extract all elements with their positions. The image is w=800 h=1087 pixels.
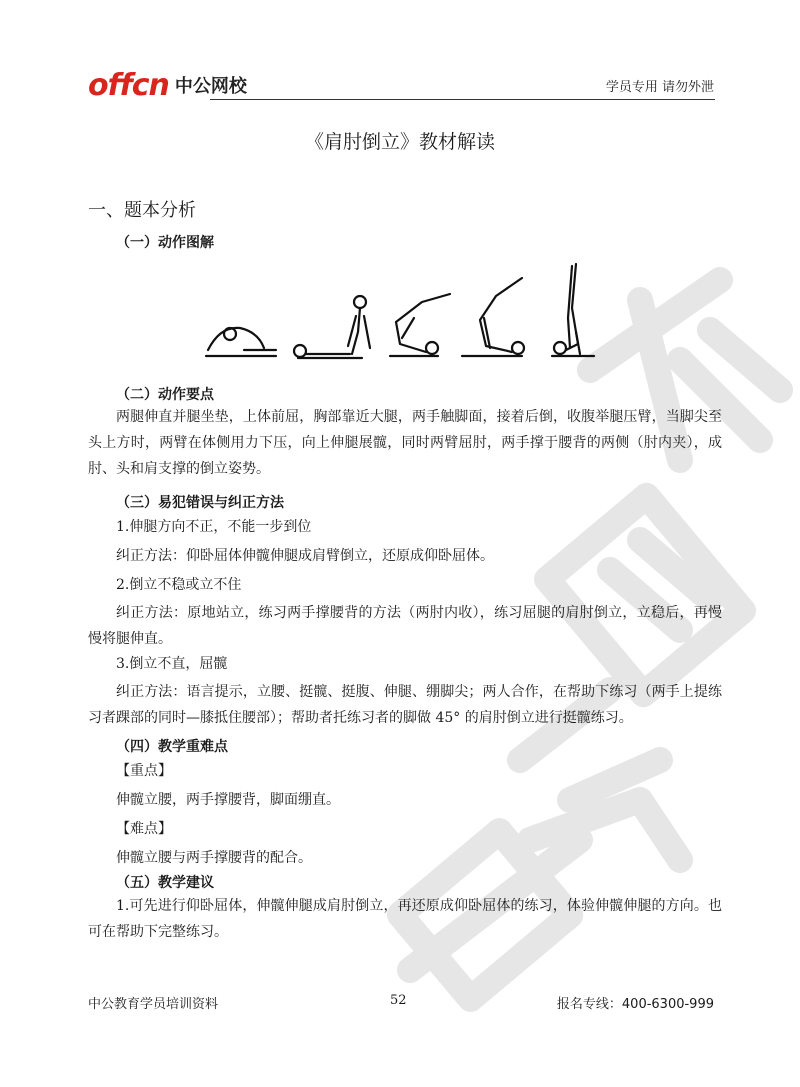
error-1: 1.伸腿方向不正，不能一步到位 <box>116 519 312 535</box>
page-title: 《肩肘倒立》教材解读 <box>304 131 495 153</box>
pose-legs-up-icon <box>462 278 524 356</box>
subheading-suggestions: （五）教学建议 <box>116 875 214 891</box>
fix-2: 纠正方法：原地站立，练习两手撑腰背的方法（两肘内收），练习屈腿的肩肘倒立，立稳后，再慢慢将腿伸直。 <box>88 605 722 647</box>
error-2: 2.倒立不稳或立不住 <box>116 577 242 593</box>
logo-cn-text: 中公网校 <box>174 76 247 97</box>
key-points-text: 两腿伸直并腿坐垫，上体前屈，胸部靠近大腿，两手触脚面，接着后倒，收腹举腿压臂，当脚尖至头上方时，两臂在体侧用力下压，向上伸腿展髋，同时两臂屈肘，两手撑于腰背的两侧（肘内夹），成肘、头和肩支撑的倒立姿势。 <box>88 409 722 477</box>
suggestion-1: 1.可先进行仰卧屈体，伸髋伸腿成肩肘倒立，再还原成仰卧屈体的练习，体验伸髋伸腿的方向。也可在帮助下完整练习。 <box>88 898 722 940</box>
header-notice: 学员专用 请勿外泄 <box>605 80 714 95</box>
footer-left: 中公教育学员培训资料 <box>88 997 219 1012</box>
logo-offcn-text: offcn <box>88 67 169 103</box>
subheading-diagram: （一）动作图解 <box>116 235 214 251</box>
action-diagram <box>200 258 600 366</box>
key-label: 【重点】 <box>116 763 172 779</box>
error-3: 3.倒立不直，屈髋 <box>116 656 228 672</box>
key-text: 伸髋立腰，两手撑腰背，脚面绷直。 <box>116 792 340 808</box>
subheading-errors: （三）易犯错误与纠正方法 <box>116 495 284 511</box>
difficulty-text: 伸髋立腰与两手撑腰背的配合。 <box>116 850 312 866</box>
pose-lying-icon <box>294 296 370 358</box>
pose-shoulder-stand-icon <box>552 264 594 356</box>
difficulty-label: 【难点】 <box>116 821 172 837</box>
subheading-focus: （四）教学重难点 <box>116 739 228 755</box>
pose-roll-back-icon <box>390 294 450 356</box>
brand-logo <box>88 68 247 102</box>
footer-hotline: 报名专线：400-6300-999 <box>556 997 714 1012</box>
fix-3: 纠正方法：语言提示，立腰、挺髋、挺腹、伸腿、绷脚尖；两人合作，在帮助下练习（两手上提练习者踝部的同时—膝抵住腰部）；帮助者托练习者的脚做 45° 的肩肘倒立进行挺髋练习。 <box>88 684 722 726</box>
header-divider <box>210 99 715 100</box>
fix-1: 纠正方法：仰卧屈体伸髋伸腿成肩臂倒立，还原成仰卧屈体。 <box>116 548 494 564</box>
pose-seated-pike-icon <box>206 328 276 356</box>
page-number: 52 <box>390 993 407 1008</box>
subheading-key-points: （二）动作要点 <box>116 387 214 403</box>
section-heading: 一、题本分析 <box>88 200 196 221</box>
